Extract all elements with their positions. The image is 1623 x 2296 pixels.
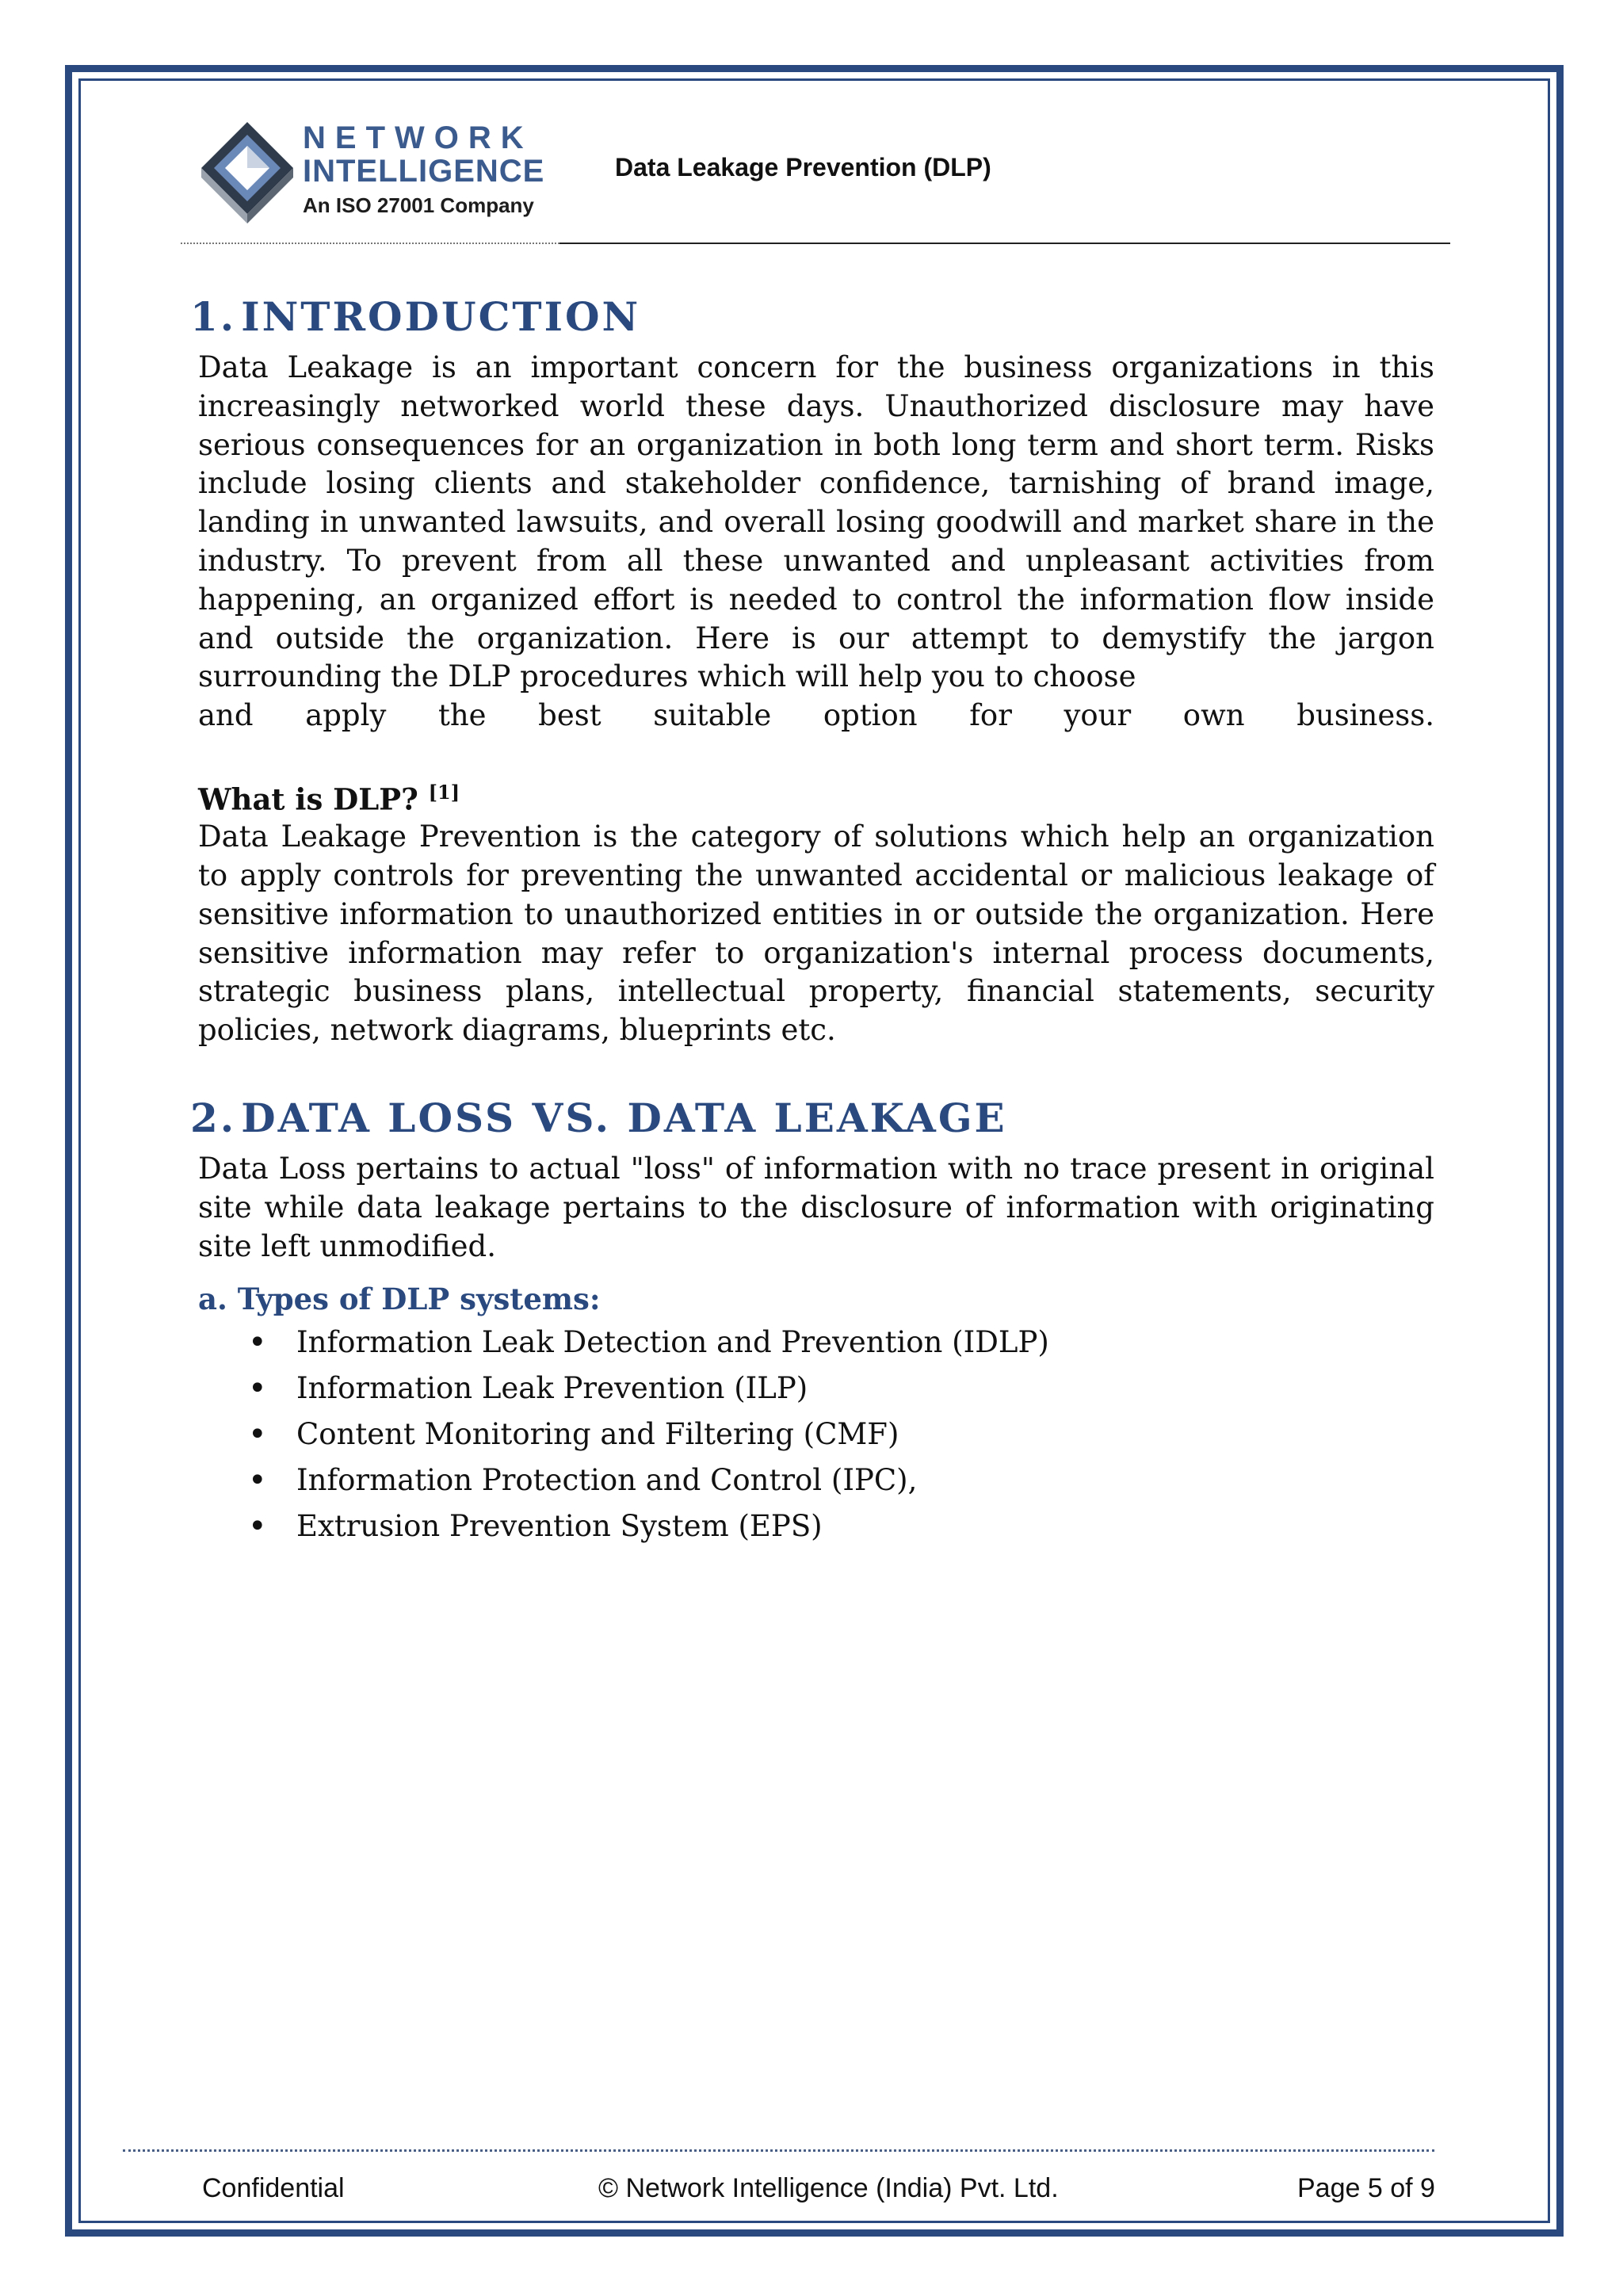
footer-copyright: © Network Intelligence (India) Pvt. Ltd. [598,2173,1059,2203]
dlp-types-list [198,1320,1434,1549]
section-title: DATA LOSS VS. DATA LEAKAGE [241,1095,1007,1142]
section-heading-introduction [190,285,1434,349]
list-item: • Information Leak Detection and Prevention (IDLP) [198,1320,1434,1366]
header-divider [559,243,1450,244]
logo-tagline: An ISO 27001 Company [303,193,534,217]
section-heading-data-loss [190,1087,1434,1150]
list-item: • Information Leak Prevention (ILP) [198,1366,1434,1412]
page-number: Page 5 of 9 [1297,2173,1435,2203]
logo-text-intelligence: INTELLIGENCE [303,154,545,189]
section-title: INTRODUCTION [241,293,641,340]
section-number: 2. [190,1095,237,1142]
footer-confidential: Confidential [202,2173,345,2203]
subheading-text: What is DLP? [198,781,418,817]
what-is-dlp-heading [198,774,1434,818]
company-logo [198,119,563,226]
data-loss-paragraph: Data Loss pertains to actual "loss" of information with no trace present in original site while data leakage pertains to the disclosure of information with originating site left unmodified. [198,1152,1434,1263]
list-item: • Information Protection and Control (IPC), [198,1457,1434,1503]
intro-paragraph: Data Leakage is an important concern for the business organizations in this increasingly networked world these days. Unauthorized disclosure may have serious consequences for an organization in both long term and short term. Risks include losing clients and stakeholder confidence, tarnishing of brand image, landing in unwanted lawsuits, and overall losing goodwill and market share in the industry. To prevent from all these unwanted and unpleasant activities from happening, an organized effort is needed to control the information flow inside and outside the organization. Here is our attempt to demystify the jargon surrounding the DLP procedures which will help you to choose [198,350,1434,694]
citation-reference: [1] [428,780,460,804]
header-divider-dotted [181,243,559,244]
types-of-dlp-heading: a. Types of DLP systems: [198,1282,601,1317]
section-number: 1. [190,293,237,340]
logo-text-network: NETWORK [303,120,533,155]
diamond-logo-icon [198,119,297,226]
list-item: • Content Monitoring and Filtering (CMF) [198,1412,1434,1457]
dlp-definition-paragraph: Data Leakage Prevention is the category of solutions which help an organization to apply controls for preventing the unwanted accidental or malicious leakage of sensitive information to unauthorized entities in or outside the organization. Here sensitive information may refer to organization's internal process documents, strategic business plans, intellectual property, financial statements, security policies, network diagrams, blueprints etc. [198,819,1434,1048]
document-title: Data Leakage Prevention (DLP) [615,153,991,181]
page-content [190,285,1434,1549]
footer-divider [123,2149,1434,2152]
intro-paragraph-last-line: and apply the best suitable option for your own business. [198,698,1434,733]
list-item: • Extrusion Prevention System (EPS) [198,1503,1434,1549]
